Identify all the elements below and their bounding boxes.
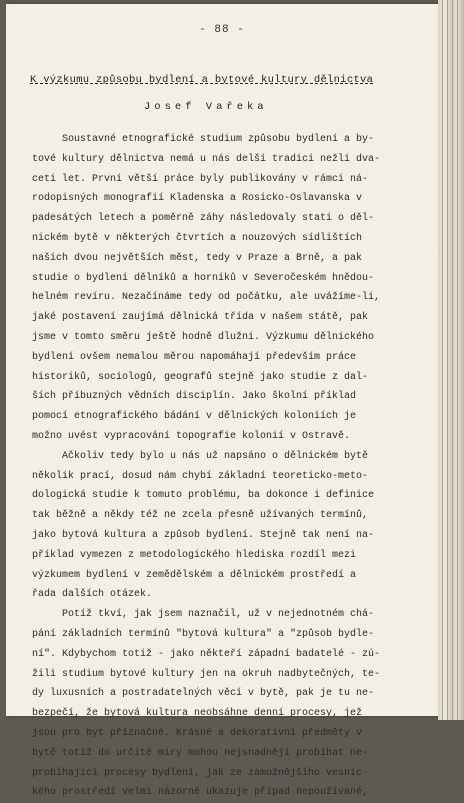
author-name: Josef Vařeka (144, 101, 268, 113)
text-line: Potíž tkví, jak jsem naznačil, už v nejednotném chá- (32, 609, 375, 621)
text-line: probíhající procesy bydlení, jak ze zámožnějšího vesnic- (32, 767, 369, 779)
text-line: možno uvést vypracování topografie kolonií v Ostravě. (32, 430, 351, 442)
text-line: dy luxusních a postradatelných věcí v bytě, pak je tu ne- (32, 688, 375, 700)
text-line: padesátých letech a poměrně záhy následovaly stati o děl- (32, 213, 375, 225)
text-line: výzkumem bydlení v zemědělském a dělnickém prostředí a (32, 569, 357, 581)
text-line: jsme v tomto směru ještě hodně dlužni. Výzkumu dělnického (32, 331, 375, 343)
page-number: - 88 - (199, 24, 245, 36)
text-line: tové kultury dělnictva nemá u nás delší tradici nežli dva- (32, 153, 381, 165)
text-line: ších příbuzných vědních disciplín. Jako školní příklad (32, 391, 357, 403)
text-line: pomocí etnografického bádání v dělnických koloniích je (32, 411, 357, 423)
text-line: jsou pro byt příznačné. Krásné a dekorativní předměty v (32, 727, 363, 739)
text-line: jako bytová kultura a způsob bydlení. Stejně tak není na- (32, 529, 375, 541)
text-line: žili studium bytové kultury jen na okruh nadbytečných, te- (32, 668, 381, 680)
text-line: Soustavné etnografické studium způsobu bydlení a by- (32, 134, 375, 145)
text-line: ní". Kdybychom totiž - jako někteří západní badatelé - zú- (32, 648, 381, 660)
text-line: jaké postavení zaujímá dělnická třída v našem státě, pak (32, 312, 369, 324)
text-line: našich dvou největších měst, tedy v Praze a Brně, a pak (32, 252, 363, 264)
text-line: kého prostředí velmi názorně ukazuje případ nepoužívané, (32, 787, 369, 799)
text-line: nickém bytě v některých čtvrtích a nouzových sídlištích (32, 232, 363, 244)
text-line: helném revíru. Nezačínáme tedy od počátku, ale uvážíme-li, (32, 292, 381, 304)
text-line: historiků, sociologů, geografů stejně jako studie z dal- (32, 371, 369, 383)
page-stack-edge (438, 0, 464, 720)
text-line: bydlení ovšem nemalou měrou napomáhají především práce (32, 351, 357, 363)
text-line: řada dalších otázek. (32, 589, 153, 601)
text-line: příklad vymezen z metodologického hlediska rozdíl mezi (32, 549, 357, 561)
article-title: K výzkumu způsobu bydlení a bytové kultury dělnictva (30, 74, 374, 86)
text-line: ceti let. První větší práce byly publikovány v rámci ná- (32, 173, 369, 185)
text-line: tak běžně a někdy též ne zcela přesně užívaných termínů, (32, 510, 369, 522)
text-line: Ačkoliv tedy bylo u nás už napsáno o dělnickém bytě (32, 450, 369, 462)
text-line: studie o bydlení dělníků a horníků v Severočeském hnědou- (32, 272, 375, 284)
text-line: pání základních termínů "bytová kultura" a "způsob bydle- (32, 628, 375, 640)
text-line: několik prací, dosud nám chybí základní teoreticko-meto- (32, 470, 369, 482)
text-line: bytě totiž do určité míry mohou nejsnadněji probíhat ne- (32, 747, 369, 759)
document-page (6, 4, 438, 799)
body-text (32, 130, 424, 803)
text-line: dologická studie k tomuto problému, ba dokonce i definice (32, 490, 375, 502)
text-line: rodopisných monografií Kladenska a Rosicko-Oslavanska v (32, 193, 363, 205)
text-line: bezpečí, že bytová kultura neobsáhne denní procesy, jež (32, 708, 363, 720)
